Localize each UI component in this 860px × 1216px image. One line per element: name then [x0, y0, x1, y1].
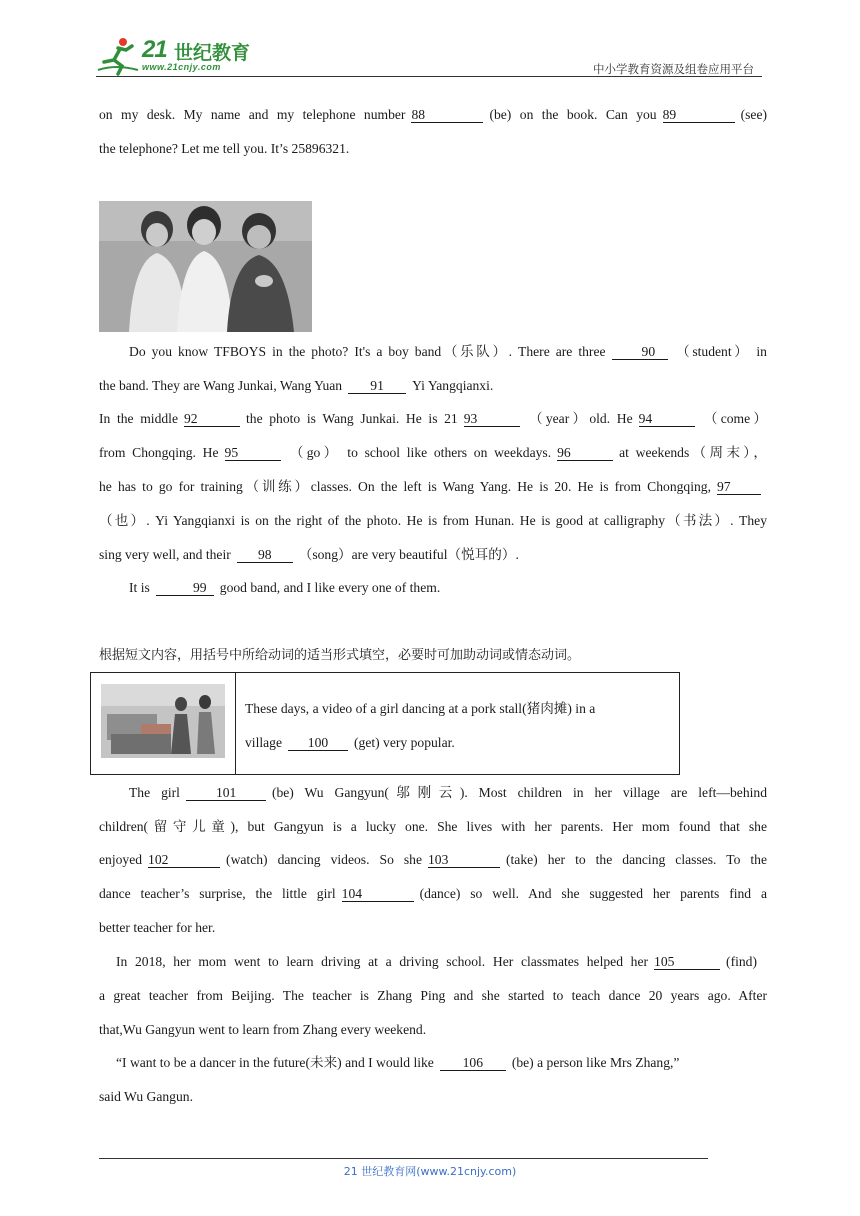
blank-93[interactable]: 93 — [464, 411, 520, 427]
box-text: These days, a video of a girl dancing at a pork stall(猪肉摊) in a village 100 (get) very popular. — [245, 701, 596, 750]
blank-102[interactable]: 102 — [148, 852, 220, 868]
blank-99[interactable]: 99 — [156, 580, 214, 596]
passage2-line1: Do you know TFBOYS in the photo? It's a boy band（乐队）. There are three 90 （student） in — [129, 344, 767, 359]
passage2-line7: sing very well, and their 98 （song）are very beautiful（悦耳的）. — [99, 547, 519, 562]
footer-link[interactable]: 21 世纪教育网(www.21cnjy.com) — [343, 1165, 517, 1178]
blank-101[interactable]: 101 — [186, 785, 266, 801]
header-divider — [96, 76, 762, 77]
blank-103[interactable]: 103 — [428, 852, 500, 868]
blank-100[interactable]: 100 — [288, 735, 348, 751]
site-logo[interactable] — [96, 34, 266, 76]
passage3-line10: said Wu Gangun. — [99, 1089, 193, 1104]
box-divider — [235, 673, 236, 774]
pork-stall-photo — [101, 684, 225, 758]
platform-name: 中小学教育资源及组卷应用平台 — [593, 62, 754, 76]
passage3-line3: enjoyed 102 (watch) dancing videos. So she 103 (take) her to the dancing classes. To the — [99, 852, 767, 867]
passage1-line2: the telephone? Let me tell you. It’s 25896321. — [99, 141, 350, 156]
passage3-line6: In 2018, her mom went to learn driving at a driving school. Her classmates helped her 105 (find) — [116, 954, 757, 969]
footer-divider — [99, 1158, 708, 1159]
page-header — [96, 34, 762, 78]
passage3-line9: “I want to be a dancer in the future(未来) and I would like 106 (be) a person like Mrs Zhang,” — [116, 1055, 680, 1070]
runner-icon — [96, 36, 140, 76]
blank-104[interactable]: 104 — [342, 886, 414, 902]
blank-91[interactable]: 91 — [348, 378, 406, 394]
blank-97[interactable]: 97 — [717, 479, 761, 495]
blank-105[interactable]: 105 — [654, 954, 720, 970]
passage3-line4: dance teacher’s surprise, the little girl 104 (dance) so well. And she suggested her parents find a — [99, 886, 767, 901]
passage2-line6: （也）. Yi Yangqianxi is on the right of the photo. He is from Hunan. He is good at calligraphy（书法）. They — [99, 513, 767, 528]
passage3-line7: a great teacher from Beijing. The teacher is Zhang Ping and she started to teach dance 20 years ago. After — [99, 988, 767, 1003]
logo-number: 21 — [142, 36, 167, 63]
blank-96[interactable]: 96 — [557, 445, 613, 461]
passage2-line2: the band. They are Wang Junkai, Wang Yuan 91 Yi Yangqianxi. — [99, 378, 494, 393]
tfboys-photo — [99, 201, 312, 332]
logo-url: www.21cnjy.com — [142, 62, 221, 72]
blank-106[interactable]: 106 — [440, 1055, 506, 1071]
logo-text: 世纪教育 — [174, 42, 251, 64]
passage1-line1: on my desk. My name and my telephone number 88 (be) on the book. Can you 89 (see) — [99, 107, 768, 122]
passage2-line5: he has to go for training（训练）classes. On the left is Wang Yang. He is 20. He is from Chongqing, 97 — [99, 470, 767, 504]
passage3-line5: better teacher for her. — [99, 920, 216, 935]
passage3-line8: that,Wu Gangyun went to learn from Zhang every weekend. — [99, 1022, 427, 1037]
passage2-line3: In the middle 92 the photo is Wang Junkai. He is 21 93 （year）old. He 94 （come） — [99, 411, 767, 426]
passage3-line1: The girl 101 (be) Wu Gangyun(邬刚云). Most children in her village are left—behind — [129, 785, 767, 800]
passage2-line4: from Chongqing. He 95 （go） to school like others on weekdays. 96 at weekends（周末）， — [99, 445, 767, 460]
instruction: 根据短文内容，用括号中所给动词的适当形式填空，必要时可加助动词或情态动词。 — [99, 648, 581, 663]
blank-98[interactable]: 98 — [237, 547, 293, 563]
passage3-line2: children(留守儿童), but Gangyun is a lucky one. She lives with her parents. Her mom found that she — [99, 819, 767, 834]
passage2-line8: It is 99 good band, and I like every one of them. — [129, 580, 441, 595]
blank-92[interactable]: 92 — [184, 411, 240, 427]
blank-95[interactable]: 95 — [225, 445, 281, 461]
blank-89[interactable]: 89 — [663, 107, 735, 123]
blank-88[interactable]: 88 — [411, 107, 483, 123]
blank-94[interactable]: 94 — [639, 411, 695, 427]
blank-90[interactable]: 90 — [612, 344, 668, 360]
